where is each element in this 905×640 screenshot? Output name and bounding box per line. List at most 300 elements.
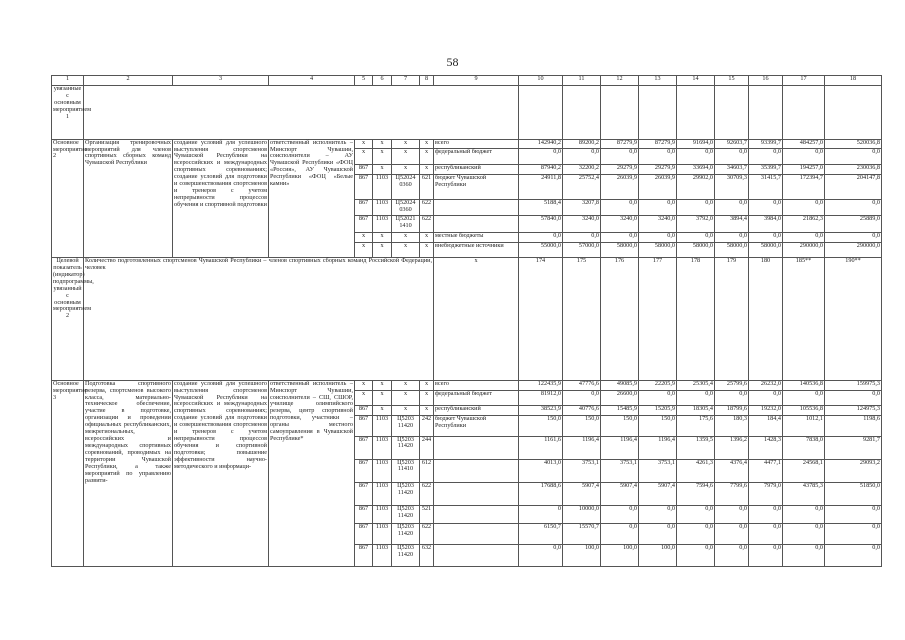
m3-goals: создание условий для успешного выступления спортсменов Чувашской Республики на всероссийских и международных спортивных соревнованиях; создание условий для подготовки и совершенствования спортсменов и тренеров с учетом непрерывности процессов обучения и спортивной подготовки; повышение эффективности научно-методического и информаци- (173, 380, 269, 566)
amount-cell: 3894,4 (715, 216, 749, 232)
funding-source: республиканский (434, 164, 519, 174)
page-number: 58 (446, 55, 459, 69)
amount-cell: 18305,4 (677, 405, 715, 415)
column-number: 9 (434, 76, 519, 86)
amount-cell: 33694,0 (677, 164, 715, 174)
funding-source (434, 459, 519, 482)
amount-cell: 0,0 (563, 149, 601, 164)
amount-cell: 100,0 (563, 545, 601, 567)
amount-cell: 47776,6 (563, 380, 601, 390)
amount-cell: 4477,1 (749, 459, 783, 482)
column-number-row (52, 76, 882, 86)
amount-cell: 150,0 (601, 415, 639, 436)
amount-cell: 89200,2 (563, 139, 601, 149)
amount-cell: 5188,4 (519, 199, 563, 215)
amount-cell: 105536,8 (783, 405, 825, 415)
funding-source (434, 216, 519, 232)
funding-source: местные бюджеты (434, 232, 519, 242)
target-article-code: x (392, 149, 420, 164)
m3-executor: ответственный исполнитель – Минспорт Чувашии, соисполнители – СШ, СШОР, училище олимпийского резерва, центр спортивной подготовки, участники – органы местного самоуправления в Чувашской Республике* (269, 380, 355, 566)
amount-cell: 0,0 (783, 232, 825, 242)
amount-cell: 484257,0 (783, 139, 825, 149)
section-code: x (373, 232, 392, 242)
amount-cell: 100,0 (601, 545, 639, 567)
amount-cell: 0,0 (563, 232, 601, 242)
m2-goals: создание условий для успешного выступления спортсменов Чувашской Республики на всероссийских и международных спортивных соревнованиях; создание условий для подготовки и совершенствования спортсменов и тренеров с учетом непрерывности процессов обучения и спортивной подготовки (173, 139, 269, 257)
amount-cell: 0,0 (783, 505, 825, 524)
amount-cell: 520036,8 (825, 139, 882, 149)
funding-source (434, 199, 519, 215)
section-code: x (373, 149, 392, 164)
amount-cell: 150,0 (563, 415, 601, 436)
column-number: 17 (783, 76, 825, 86)
empty-cell (825, 85, 882, 139)
amount-cell: 1012,1 (783, 415, 825, 436)
amount-cell: 87279,9 (639, 139, 677, 149)
amount-cell: 31415,7 (749, 174, 783, 199)
amount-cell: 24568,1 (783, 459, 825, 482)
column-number: 1 (52, 76, 84, 86)
block1-row (52, 85, 882, 139)
column-number: 5 (355, 76, 373, 86)
target-article-code: Ц5203 11410 (392, 459, 420, 482)
amount-cell: 5907,4 (639, 482, 677, 505)
amount-cell: 0,0 (749, 545, 783, 567)
amount-cell: 26039,9 (639, 174, 677, 199)
target-article-code: Ц5203 11420 (392, 482, 420, 505)
expense-type-code: x (420, 139, 434, 149)
amount-cell: 100,0 (639, 545, 677, 567)
amount-cell: 0,0 (783, 524, 825, 545)
section-code: 1103 (373, 545, 392, 567)
grbs-code: 867 (355, 545, 373, 567)
amount-cell: 0,0 (783, 149, 825, 164)
funding-source (434, 482, 519, 505)
amount-cell: 0,0 (519, 545, 563, 567)
amount-cell: 150,0 (519, 415, 563, 436)
amount-cell: 0,0 (715, 199, 749, 215)
amount-cell: 142940,2 (519, 139, 563, 149)
column-number: 10 (519, 76, 563, 86)
amount-cell: 172394,7 (783, 174, 825, 199)
funding-source (434, 524, 519, 545)
column-number: 3 (173, 76, 269, 86)
amount-cell: 1396,2 (715, 436, 749, 459)
section-code: x (373, 390, 392, 405)
section-code: 1103 (373, 415, 392, 436)
section-code: x (373, 405, 392, 415)
amount-cell: 0,0 (601, 524, 639, 545)
target-value: 185** (783, 257, 825, 380)
funding-source: бюджет Чувашской Республики (434, 174, 519, 199)
m3-title: Подготовка спортивного резерва, спортсменов высокого класса, материально-техническое обеспечение, участие в подготовке, организации и проведении официальных республиканских, межрегиональных, всероссийских и международных спортивных соревнований, проводимых на территории Чувашской Республики, а также мероприятий по управлению развити- (84, 380, 173, 566)
amount-cell: 0,0 (715, 524, 749, 545)
empty-cell (84, 85, 519, 139)
amount-cell: 0 (519, 505, 563, 524)
amount-cell: 81912,0 (519, 390, 563, 405)
target-article-code: x (392, 139, 420, 149)
amount-cell: 0,0 (749, 505, 783, 524)
funding-source: внебюджетные источники (434, 242, 519, 257)
amount-cell: 58000,0 (601, 242, 639, 257)
amount-cell: 1196,4 (639, 436, 677, 459)
column-number: 8 (420, 76, 434, 86)
amount-cell: 184,4 (749, 415, 783, 436)
amount-cell: 29902,0 (677, 174, 715, 199)
amount-cell: 0,0 (825, 505, 882, 524)
grbs-code: 867 (355, 415, 373, 436)
amount-cell: 0,0 (677, 545, 715, 567)
amount-cell: 51850,0 (825, 482, 882, 505)
amount-cell: 24911,8 (519, 174, 563, 199)
funding-source: всего (434, 380, 519, 390)
amount-cell: 1428,3 (749, 436, 783, 459)
budget-table (51, 75, 882, 567)
grbs-code: x (355, 139, 373, 149)
empty-cell (749, 85, 783, 139)
amount-cell: 0,0 (749, 390, 783, 405)
amount-cell: 1198,6 (825, 415, 882, 436)
amount-cell: 150,0 (639, 415, 677, 436)
amount-cell: 3240,0 (601, 216, 639, 232)
amount-cell: 204147,8 (825, 174, 882, 199)
amount-cell: 7594,6 (677, 482, 715, 505)
amount-cell: 0,0 (715, 149, 749, 164)
grbs-code: x (355, 390, 373, 405)
grbs-code: x (355, 380, 373, 390)
section-code: x (373, 242, 392, 257)
amount-cell: 0,0 (563, 390, 601, 405)
amount-cell: 0,0 (601, 232, 639, 242)
section-code: 1103 (373, 216, 392, 232)
empty-cell (677, 85, 715, 139)
m3-name: Основное мероприятие 3 (52, 380, 84, 566)
target-article-code: Ц5203 11420 (392, 524, 420, 545)
column-number: 15 (715, 76, 749, 86)
amount-cell: 9281,7 (825, 436, 882, 459)
grbs-code: 867 (355, 482, 373, 505)
amount-cell: 290000,0 (825, 242, 882, 257)
funding-source: бюджет Чувашской Республики (434, 415, 519, 436)
grbs-code: 867 (355, 164, 373, 174)
amount-cell: 3753,1 (601, 459, 639, 482)
grbs-code: x (355, 149, 373, 164)
amount-cell: 0,0 (677, 390, 715, 405)
amount-cell: 0,0 (825, 545, 882, 567)
expense-type-code: x (420, 149, 434, 164)
section-code: x (373, 380, 392, 390)
amount-cell: 0,0 (749, 232, 783, 242)
target-value: 177 (639, 257, 677, 380)
section-code: x (373, 139, 392, 149)
amount-cell: 140536,8 (783, 380, 825, 390)
amount-cell: 29093,2 (825, 459, 882, 482)
amount-cell: 0,0 (601, 149, 639, 164)
amount-cell: 0,0 (749, 149, 783, 164)
target-article-code: Ц52024 0360 (392, 174, 420, 199)
expense-type-code: x (420, 380, 434, 390)
target-article-code: x (392, 242, 420, 257)
section-code: 1103 (373, 174, 392, 199)
amount-cell: 122435,9 (519, 380, 563, 390)
target-x: x (434, 257, 519, 380)
amount-cell: 25889,0 (825, 216, 882, 232)
amount-cell: 0,0 (639, 199, 677, 215)
column-number: 11 (563, 76, 601, 86)
amount-cell: 0,0 (715, 232, 749, 242)
amount-cell: 32200,2 (563, 164, 601, 174)
amount-cell: 1161,6 (519, 436, 563, 459)
amount-cell: 21862,3 (783, 216, 825, 232)
grbs-code: x (355, 242, 373, 257)
section-code: 1103 (373, 524, 392, 545)
target-article-code: x (392, 380, 420, 390)
amount-cell: 230036,8 (825, 164, 882, 174)
expense-type-code: 622 (420, 199, 434, 215)
funding-source (434, 505, 519, 524)
amount-cell: 15570,7 (563, 524, 601, 545)
amount-cell: 4376,4 (715, 459, 749, 482)
amount-cell: 0,0 (639, 505, 677, 524)
expense-type-code: 612 (420, 459, 434, 482)
amount-cell: 25305,4 (677, 380, 715, 390)
column-number: 18 (825, 76, 882, 86)
funding-source: всего (434, 139, 519, 149)
amount-cell: 18799,6 (715, 405, 749, 415)
amount-cell: 124975,3 (825, 405, 882, 415)
empty-cell (601, 85, 639, 139)
amount-cell: 1196,4 (563, 436, 601, 459)
expense-type-code: 622 (420, 216, 434, 232)
amount-cell: 22205,9 (639, 380, 677, 390)
column-number: 7 (392, 76, 420, 86)
amount-cell: 34603,7 (715, 164, 749, 174)
target-article-code: x (392, 390, 420, 405)
amount-cell: 3753,1 (563, 459, 601, 482)
funding-source: республиканский (434, 405, 519, 415)
amount-cell: 0,0 (783, 390, 825, 405)
target-value: 190** (825, 257, 882, 380)
amount-cell: 180,3 (715, 415, 749, 436)
grbs-code: 867 (355, 405, 373, 415)
target-article-code: Ц5203 11420 (392, 545, 420, 567)
amount-cell: 4261,3 (677, 459, 715, 482)
target-article-code: Ц5203 11420 (392, 505, 420, 524)
target-value: 175 (563, 257, 601, 380)
target-value: 176 (601, 257, 639, 380)
target-article-code: x (392, 405, 420, 415)
amount-cell: 0,0 (715, 545, 749, 567)
amount-cell: 3984,0 (749, 216, 783, 232)
amount-cell: 0,0 (639, 149, 677, 164)
funding-source (434, 436, 519, 459)
amount-cell: 0,0 (783, 545, 825, 567)
expense-type-code: 622 (420, 524, 434, 545)
target-article-code: x (392, 164, 420, 174)
amount-cell: 15485,9 (601, 405, 639, 415)
section-code: 1103 (373, 505, 392, 524)
target-article-code: x (392, 232, 420, 242)
empty-cell (639, 85, 677, 139)
amount-cell: 0,0 (519, 149, 563, 164)
grbs-code: 867 (355, 174, 373, 199)
amount-cell: 38523,9 (519, 405, 563, 415)
amount-cell: 1359,5 (677, 436, 715, 459)
section-code: x (373, 164, 392, 174)
expense-type-code: x (420, 390, 434, 405)
expense-type-code: x (420, 232, 434, 242)
funding-source: федеральный бюджет (434, 149, 519, 164)
amount-cell: 7979,0 (749, 482, 783, 505)
funding-source: федеральный бюджет (434, 390, 519, 405)
amount-cell: 17688,6 (519, 482, 563, 505)
expense-type-code: x (420, 164, 434, 174)
amount-cell: 58000,0 (677, 242, 715, 257)
target-value: 180 (749, 257, 783, 380)
amount-cell: 4013,0 (519, 459, 563, 482)
amount-cell: 91694,0 (677, 139, 715, 149)
column-number: 14 (677, 76, 715, 86)
target-article-code: Ц5203 11420 (392, 436, 420, 459)
empty-cell (715, 85, 749, 139)
amount-cell: 0,0 (677, 149, 715, 164)
expense-type-code: 632 (420, 545, 434, 567)
amount-cell: 0,0 (715, 390, 749, 405)
target-text: Количество подготовленных спортсменов Чувашской Республики – членов спортивных сборных команд Российской Федерации, человек (84, 257, 434, 380)
grbs-code: 867 (355, 199, 373, 215)
amount-cell: 87940,2 (519, 164, 563, 174)
amount-cell: 0,0 (825, 524, 882, 545)
expense-type-code: x (420, 242, 434, 257)
empty-cell (783, 85, 825, 139)
amount-cell: 0,0 (825, 390, 882, 405)
amount-cell: 5907,4 (563, 482, 601, 505)
empty-cell (519, 85, 563, 139)
amount-cell: 55000,0 (519, 242, 563, 257)
amount-cell: 194257,0 (783, 164, 825, 174)
m2-name: Основное мероприятие 2 (52, 139, 84, 257)
column-number: 13 (639, 76, 677, 86)
amount-cell: 0,0 (639, 524, 677, 545)
amount-cell: 7799,6 (715, 482, 749, 505)
amount-cell: 0,0 (825, 149, 882, 164)
amount-cell: 0,0 (639, 232, 677, 242)
target-article-code: Ц52024 0360 (392, 199, 420, 215)
amount-cell: 93399,7 (749, 139, 783, 149)
column-number: 4 (269, 76, 355, 86)
amount-cell: 19232,0 (749, 405, 783, 415)
amount-cell: 26600,0 (601, 390, 639, 405)
m2-title: Организация тренировочных мероприятий для членов спортивных сборных команд Чувашской Республики (84, 139, 173, 257)
amount-cell: 3753,1 (639, 459, 677, 482)
amount-cell: 58000,0 (639, 242, 677, 257)
amount-cell: 15205,9 (639, 405, 677, 415)
amount-cell: 5907,4 (601, 482, 639, 505)
section-code: 1103 (373, 199, 392, 215)
amount-cell: 29279,9 (601, 164, 639, 174)
expense-type-code: 244 (420, 436, 434, 459)
target-value: 179 (715, 257, 749, 380)
funding-source (434, 545, 519, 567)
target-value: 174 (519, 257, 563, 380)
amount-cell: 25752,4 (563, 174, 601, 199)
expense-type-code: x (420, 405, 434, 415)
column-number: 16 (749, 76, 783, 86)
target-article-code: Ц52021 1410 (392, 216, 420, 232)
target-indicator-row (52, 257, 882, 380)
section-code: 1103 (373, 482, 392, 505)
grbs-code: 867 (355, 436, 373, 459)
amount-cell: 159975,3 (825, 380, 882, 390)
amount-cell: 10000,0 (563, 505, 601, 524)
amount-cell: 43785,3 (783, 482, 825, 505)
section-code: 1103 (373, 436, 392, 459)
amount-cell: 0,0 (677, 524, 715, 545)
amount-cell: 87279,9 (601, 139, 639, 149)
amount-cell: 35399,7 (749, 164, 783, 174)
section-code: 1103 (373, 459, 392, 482)
grbs-code: 867 (355, 505, 373, 524)
amount-cell: 25799,6 (715, 380, 749, 390)
amount-cell: 3207,8 (563, 199, 601, 215)
amount-cell: 0,0 (677, 232, 715, 242)
amount-cell: 40776,6 (563, 405, 601, 415)
expense-type-code: 521 (420, 505, 434, 524)
amount-cell: 29279,9 (639, 164, 677, 174)
expense-type-code: 242 (420, 415, 434, 436)
target-value: 178 (677, 257, 715, 380)
amount-cell: 6150,7 (519, 524, 563, 545)
amount-cell: 3240,0 (639, 216, 677, 232)
amount-cell: 0,0 (749, 199, 783, 215)
m2-executor: ответственный исполнитель – Минспорт Чувашии, соисполнители – АУ Чувашской Республики «ФОЦ «Россия», АУ Чувашской Республики «ФОЦ «Белые камни» (269, 139, 355, 257)
target-article-code: Ц5203 11420 (392, 415, 420, 436)
amount-cell: 26232,0 (749, 380, 783, 390)
expense-type-code: 622 (420, 482, 434, 505)
amount-cell: 0,0 (601, 505, 639, 524)
grbs-code: 867 (355, 216, 373, 232)
amount-cell: 0,0 (601, 199, 639, 215)
m3-row (52, 380, 882, 390)
grbs-code: 867 (355, 524, 373, 545)
amount-cell: 0,0 (519, 232, 563, 242)
target-label: Целевой показатель (индикатор) подпрограммы, увязанный с основным мероприятием 2 (52, 257, 84, 380)
amount-cell: 57000,0 (563, 242, 601, 257)
amount-cell: 0,0 (639, 390, 677, 405)
amount-cell: 290000,0 (783, 242, 825, 257)
amount-cell: 0,0 (749, 524, 783, 545)
empty-cell (563, 85, 601, 139)
grbs-code: 867 (355, 459, 373, 482)
amount-cell: 58000,0 (749, 242, 783, 257)
amount-cell: 26039,9 (601, 174, 639, 199)
amount-cell: 0,0 (783, 199, 825, 215)
amount-cell: 0,0 (825, 199, 882, 215)
amount-cell: 30709,3 (715, 174, 749, 199)
amount-cell: 3240,0 (563, 216, 601, 232)
amount-cell: 3792,0 (677, 216, 715, 232)
amount-cell: 0,0 (677, 199, 715, 215)
amount-cell: 0,0 (825, 232, 882, 242)
expense-type-code: 621 (420, 174, 434, 199)
amount-cell: 57840,0 (519, 216, 563, 232)
amount-cell: 49085,9 (601, 380, 639, 390)
amount-cell: 58000,0 (715, 242, 749, 257)
column-number: 6 (373, 76, 392, 86)
amount-cell: 0,0 (677, 505, 715, 524)
grbs-code: x (355, 232, 373, 242)
block1-label: увязанные с основным мероприятием 1 (52, 85, 84, 139)
